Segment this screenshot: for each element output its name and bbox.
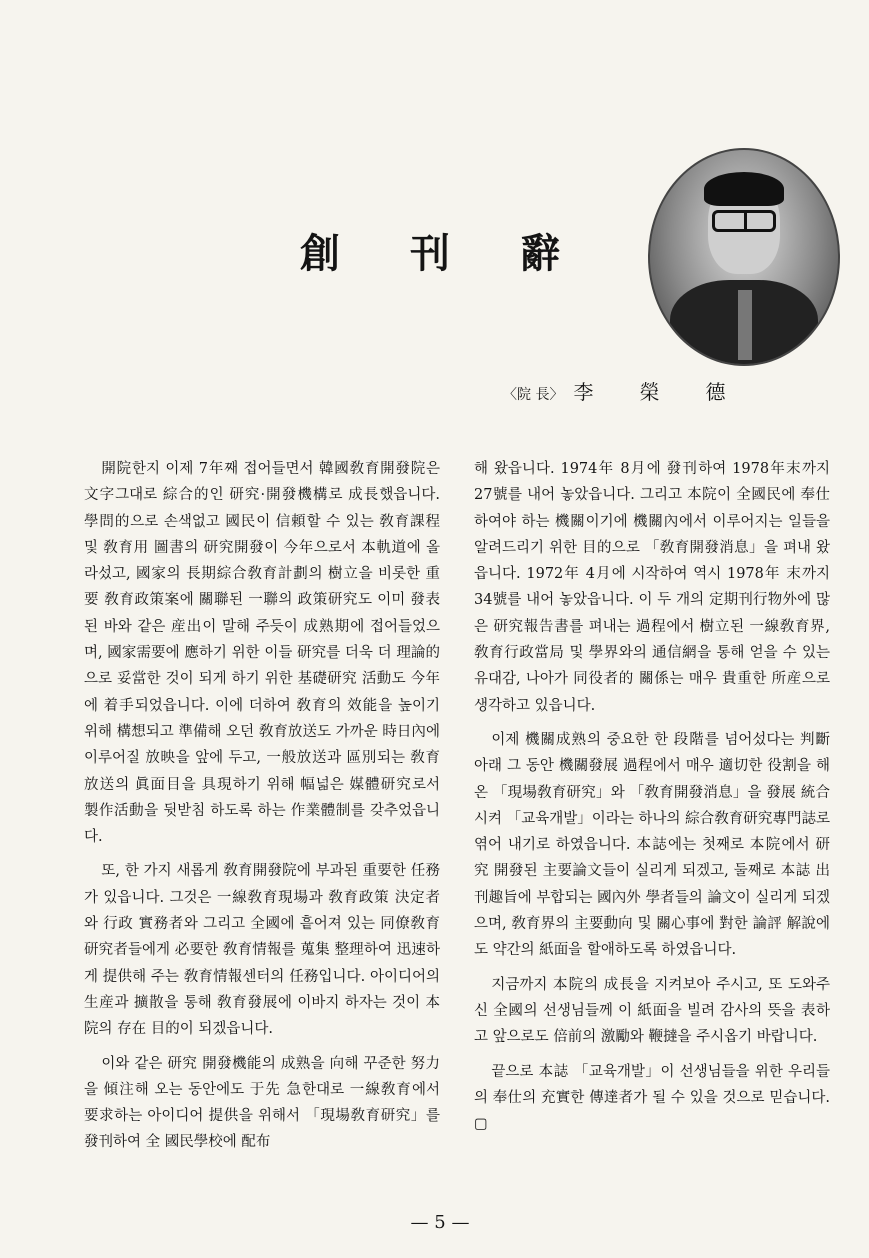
paragraph: 지금까지 本院의 成長을 지켜보아 주시고, 또 도와주신 全國의 선생님들께 이 紙面을 빌려 감사의 뜻을 表하고 앞으로도 倍前의 激勵와 鞭撻을 주시옵기 바랍니다. — [474, 976, 830, 1046]
paragraph: 開院한지 이제 7年째 접어들면서 韓國敎育開發院은 文字그대로 綜合的인 研究·開發機構로 成長했읍니다. 學問的으로 손색없고 國民이 信頼할 수 있는 敎育課程 및 敎育用 圖書의 研究開發이 今年으로서 本軌道에 올라섰고, 國家의 長期綜合敎育計劃의 樹立을 비롯한 重要 敎育政策案에 關聯된 一聯의 政策研究도 이미 發表된 바와 같은 産出이 말해 주듯이 成熟期에 접어들었으며, 國家需要에 應하기 위한 이들 研究를 더욱 더 理論的으로 妥當한 것이 되게 하기 위한 基礎研究 活動도 今年에 着手되었읍니다. 이에 더하여 敎育의 效能을 높이기 위해 構想되고 準備해 오던 敎育放送도 가까운 時日內에 이루어질 放映을 앞에 두고, 一般放送과 區別되는 敎育放送의 眞面目을 具現하기 위해 幅넓은 媒體研究로서 製作活動을 뒷받침 하도록 하는 作業體制를 갖추었읍니다. — [84, 461, 440, 846]
author-name-1: 李 — [573, 380, 594, 404]
right-column — [474, 456, 830, 1145]
paragraph: 이와 같은 研究 開發機能의 成熟을 向해 꾸준한 努力을 傾注해 오는 동안에도 于先 急한대로 一線敎育에서 要求하는 아이디어 提供을 위해서 「現場敎育研究」를 發刊하여 全 國民學校에 配布 — [84, 1055, 440, 1151]
author-name-3: 德 — [705, 380, 726, 404]
author-name-2: 榮 — [639, 380, 660, 404]
title-char-2: 刊 — [410, 230, 450, 277]
page-title — [300, 222, 560, 279]
paragraph: 이제 機關成熟의 중요한 한 段階를 넘어섰다는 判斷아래 그 동안 機關發展 過程에서 매우 適切한 役割을 해 온 「現場敎育研究」와 「敎育開發消息」을 發展 統合시켜 「교육개발」이라는 하나의 綜合敎育研究專門誌로 엮어 내기로 하였읍니다. 本誌에는 첫째로 本院에서 研究 開發된 主要論文들이 실리게 되겠고, 둘째로 本誌 出刊趣旨에 부합되는 國內外 學者들의 論文이 실리게 되겠으며, 敎育界의 主要動向 및 關心事에 對한 論評 解說에도 약간의 紙面을 할애하도록 하였읍니다. — [474, 731, 830, 959]
paragraph: 끝으로 本誌 「교육개발」이 선생님들을 위한 우리들의 奉仕의 充實한 傳達者가 될 수 있을 것으로 믿습니다. ▢ — [474, 1063, 830, 1133]
author-role: 〈院 長〉 — [503, 387, 564, 403]
paragraph: 또, 한 가지 새롭게 敎育開發院에 부과된 重要한 任務가 있읍니다. 그것은 一線敎育現場과 敎育政策 決定者와 行政 實務者와 그리고 全國에 흩어져 있는 同僚敎育研究者들에게 必要한 敎育情報를 蒐集 整理하여 迅速하게 提供해 주는 敎育情報센터의 任務입니다. 아이디어의 生産과 擴散을 통해 敎育發展에 이바지 하자는 것이 本院의 存在 目的이 되겠읍니다. — [84, 863, 440, 1038]
author-byline — [503, 376, 783, 405]
title-char-1: 創 — [300, 230, 340, 277]
author-portrait — [648, 148, 840, 366]
paragraph: 해 왔읍니다. 1974年 8月에 發刊하여 1978年末까지 27號를 내어 놓았읍니다. 그리고 本院이 全國民에 奉仕하여야 하는 機關이기에 機關內에서 이루어지는 일들을 알려드리기 위한 目的으로 「敎育開發消息」을 펴내 왔읍니다. 1972年 4月에 시작하여 역시 1978年 末까지 34號를 내어 놓았읍니다. 이 두 개의 定期刊行物外에 많은 研究報告書를 펴내는 過程에서 樹立된 一線敎育界, 敎育行政當局 및 學界와의 通信網을 통해 얻을 수 있는 유대감, 나아가 同役者的 關係는 매우 貴重한 所産으로 생각하고 있읍니다. — [474, 461, 830, 714]
title-char-3: 辭 — [520, 230, 560, 277]
left-column — [84, 456, 440, 1164]
page-number: — 5 — — [410, 1212, 470, 1233]
